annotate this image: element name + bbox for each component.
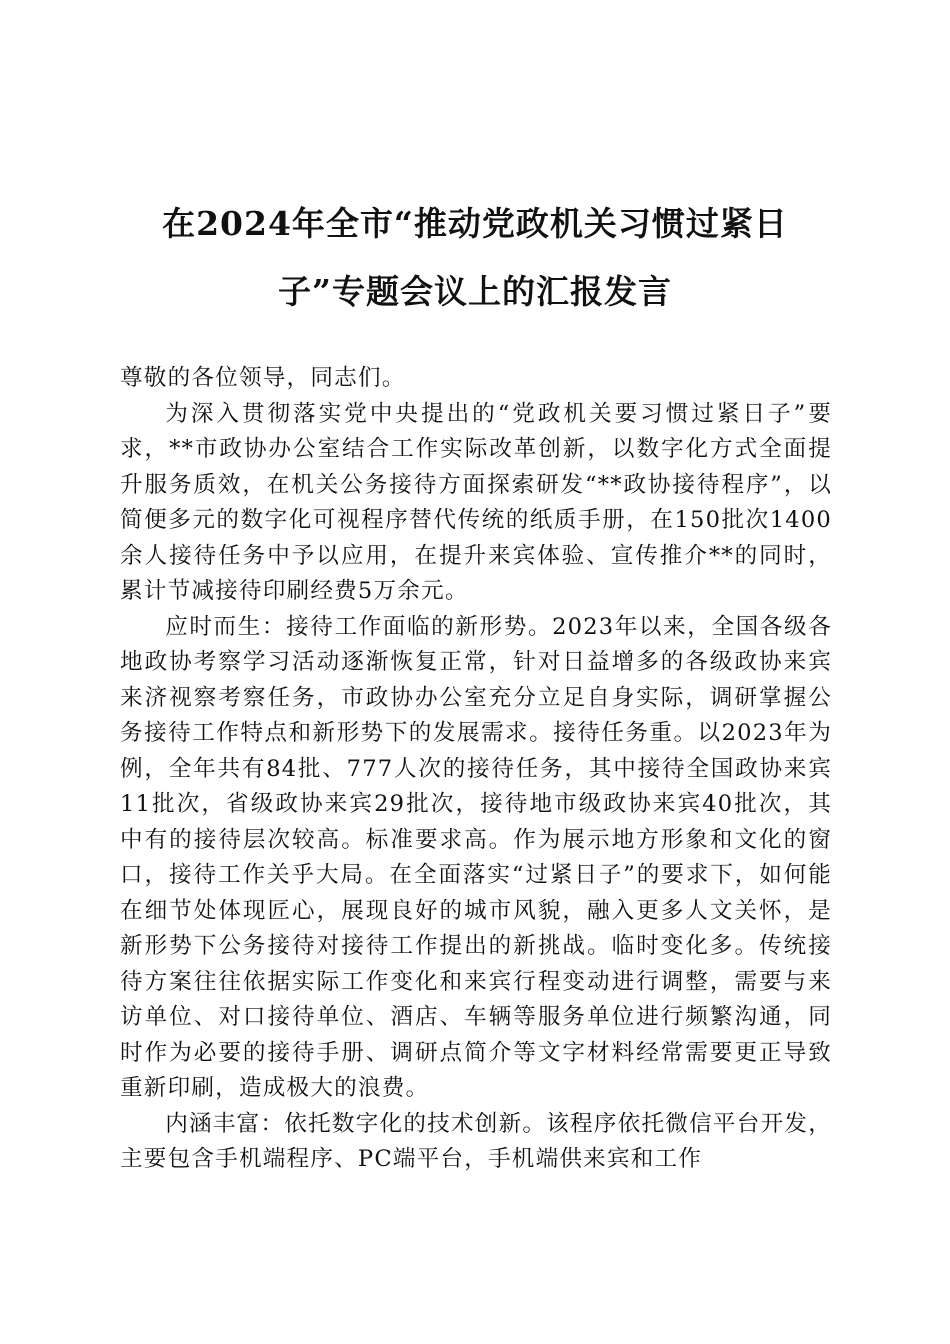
title-line-1: 在2024年全市“推动党政机关习惯过紧日 [162,204,788,243]
salutation: 尊敬的各位领导，同志们。 [120,365,406,391]
document-body [120,361,832,1178]
paragraph-1: 为深入贯彻落实党中央提出的“党政机关要习惯过紧日子”要求，**市政协办公室结合工作实际改革创新，以数字化方式全面提升服务质效，在机关公务接待方面探索研发“**政协接待程序”，以简便多元的数字化可视程序替代传统的纸质手册，在150批次1400余人接待任务中予以应用，在提升来宾体验、宣传推介**的同时，累计节减接待印刷经费5万余元。 [120,400,832,604]
paragraph-3: 内涵丰富：依托数字化的技术创新。该程序依托微信平台开发，主要包含手机端程序、PC端平台，手机端供来宾和工作 [120,1110,832,1172]
paragraph-2: 应时而生：接待工作面临的新形势。2023年以来，全国各级各地政协考察学习活动逐渐恢复正常，针对日益增多的各级政协来宾来济视察考察任务，市政协办公室充分立足自身实际，调研掌握公务接待工作特点和新形势下的发展需求。接待任务重。以2023年为例，全年共有84批、777人次的接待任务，其中接待全国政协来宾11批次，省级政协来宾29批次，接待地市级政协来宾40批次，其中有的接待层次较高。标准要求高。作为展示地方形象和文化的窗口，接待工作关乎大局。在全面落实“过紧日子”的要求下，如何能在细节处体现匠心，展现良好的城市风貌，融入更多人文关怀，是新形势下公务接待对接待工作提出的新挑战。临时变化多。传统接待方案往往依据实际工作变化和来宾行程变动进行调整，需要与来访单位、对口接待单位、酒店、车辆等服务单位进行频繁沟通，同时作为必要的接待手册、调研点简介等文字材料经常需要更正导致重新印刷，造成极大的浪费。 [120,613,832,1101]
title-line-2: 子”专题会议上的汇报发言 [278,272,672,311]
document-title [110,190,840,326]
